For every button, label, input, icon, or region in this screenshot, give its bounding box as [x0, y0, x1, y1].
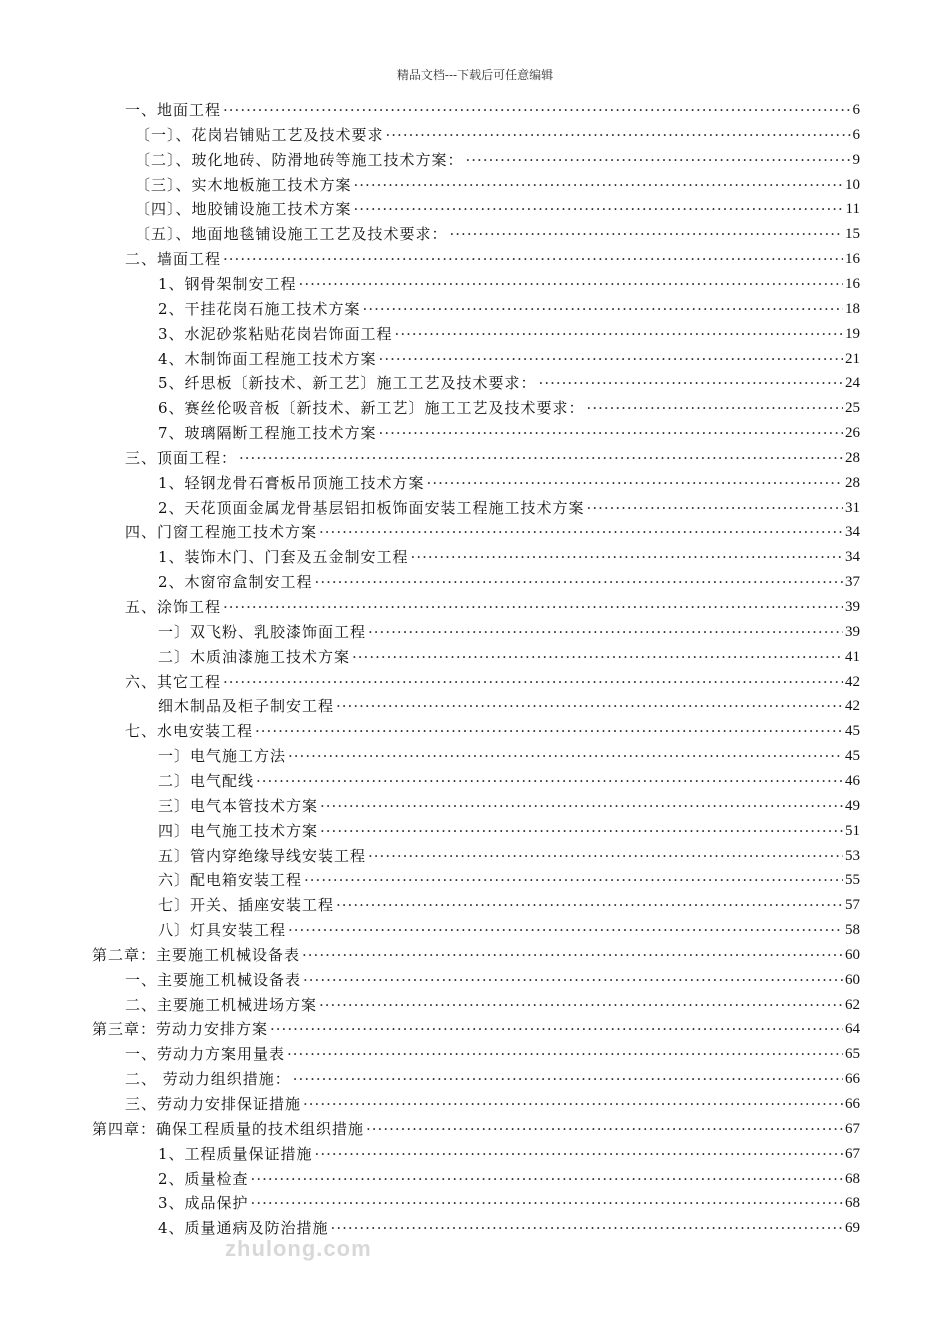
toc-entry-title: 二、墙面工程 — [125, 250, 222, 269]
toc-leader-dots — [368, 844, 843, 868]
toc-entry[interactable] — [158, 769, 860, 793]
toc-entry-page: 67 — [845, 1120, 860, 1137]
toc-entry-title: 三、顶面工程： — [125, 448, 238, 467]
toc-entry-title: 二〕木质油漆施工技术方案 — [158, 647, 351, 666]
toc-leader-dots — [223, 247, 843, 271]
toc-entry-page: 16 — [845, 275, 860, 292]
toc-leader-dots — [587, 396, 843, 420]
toc-entry-title: 第三章：劳动力安排方案 — [92, 1020, 269, 1039]
toc-leader-dots — [363, 297, 843, 321]
toc-entry-title: 1、轻钢龙骨石膏板吊顶施工技术方案 — [158, 473, 425, 492]
toc-entry-title: 三、劳动力安排保证措施 — [125, 1095, 302, 1113]
toc-entry[interactable] — [125, 247, 860, 271]
toc-leader-dots — [251, 1167, 843, 1191]
toc-entry[interactable] — [158, 570, 860, 594]
toc-entry-page: 42 — [845, 698, 860, 715]
toc-entry-page: 62 — [845, 996, 860, 1013]
toc-entry-page: 6 — [852, 102, 860, 118]
toc-entry-title: 六、其它工程 — [125, 672, 222, 691]
toc-entry-page: 57 — [845, 897, 860, 914]
toc-entry-page: 49 — [845, 797, 860, 814]
toc-entry-title: 一〕电气施工方法 — [158, 747, 287, 766]
toc-leader-dots — [288, 918, 843, 942]
toc-leader-dots — [299, 272, 843, 296]
toc-entry[interactable] — [158, 297, 860, 321]
toc-entry-title: 6、赛丝伦吸音板〔新技术、新工艺〕施工工艺及技术要求： — [158, 399, 585, 418]
toc-entry[interactable] — [92, 1017, 860, 1041]
toc-entry-title: 二〕电气配线 — [158, 771, 255, 790]
toc-entry-page: 26 — [845, 425, 860, 442]
toc-entry[interactable] — [158, 496, 860, 520]
toc-entry-title: 第四章：确保工程质量的技术组织措施 — [92, 1119, 365, 1138]
toc-entry[interactable] — [125, 595, 860, 619]
toc-entry-page: 45 — [845, 748, 860, 765]
toc-entry-page: 39 — [845, 623, 860, 640]
toc-leader-dots — [223, 670, 843, 694]
toc-entry-title: 2、干挂花岗石施工技术方案 — [158, 299, 361, 318]
toc-entry[interactable] — [135, 173, 860, 197]
toc-entry-title: 〔三〕、实木地板施工技术方案 — [135, 175, 352, 194]
toc-leader-dots — [354, 197, 844, 221]
toc-leader-dots — [256, 769, 843, 793]
toc-entry[interactable] — [158, 645, 860, 669]
toc-entry-title: 七〕开关、插座安装工程 — [158, 896, 335, 915]
toc-entry-title: 四〕电气施工技术方案 — [158, 821, 319, 840]
toc-entry-title: 一、主要施工机械设备表 — [125, 970, 302, 989]
toc-leader-dots — [319, 520, 843, 544]
toc-entry[interactable] — [158, 371, 860, 395]
toc-entry-page: 6 — [852, 126, 860, 143]
toc-entry-title: 一、劳动力方案用量表 — [125, 1045, 286, 1064]
toc-entry[interactable] — [158, 1142, 860, 1166]
toc-entry[interactable] — [125, 1067, 860, 1091]
toc-entry-title: 第二章：主要施工机械设备表 — [92, 945, 301, 964]
toc-entry-page: 16 — [845, 251, 860, 268]
toc-entry[interactable] — [158, 322, 860, 346]
toc-entry-title: 2、天花顶面金属龙骨基层铝扣板饰面安装工程施工技术方案 — [158, 498, 585, 517]
toc-entry-title: 二、主要施工机械进场方案 — [125, 995, 318, 1014]
toc-leader-dots — [303, 1092, 843, 1116]
toc-entry-title: 4、木制饰面工程施工技术方案 — [158, 349, 377, 368]
toc-leader-dots — [587, 496, 843, 520]
toc-entry-page: 25 — [845, 400, 860, 417]
toc-leader-dots — [320, 819, 843, 843]
toc-entry-page: 69 — [845, 1220, 860, 1237]
toc-leader-dots — [255, 719, 843, 743]
toc-entry[interactable] — [125, 670, 860, 694]
toc-leader-dots — [411, 545, 843, 569]
toc-entry-page: 39 — [845, 599, 860, 615]
toc-entry[interactable] — [158, 1191, 860, 1215]
toc-entry-title: 3、成品保护 — [158, 1194, 249, 1213]
toc-leader-dots — [223, 595, 843, 619]
toc-entry-page: 19 — [845, 325, 860, 342]
toc-entry[interactable] — [125, 520, 860, 544]
toc-entry-title: 1、装饰木门、门套及五金制安工程 — [158, 548, 409, 567]
toc-entry-title: 一、地面工程 — [125, 101, 222, 119]
toc-entry[interactable] — [158, 694, 860, 718]
toc-entry-page: 15 — [845, 226, 860, 243]
toc-entry[interactable] — [125, 968, 860, 992]
toc-leader-dots — [366, 1117, 843, 1141]
toc-leader-dots — [352, 645, 843, 669]
toc-entry-title: 六〕配电箱安装工程 — [158, 871, 303, 890]
toc-leader-dots — [354, 173, 843, 197]
toc-entry-title: 八〕灯具安装工程 — [158, 921, 287, 940]
toc-entry-title: 5、纤思板〔新技术、新工艺〕施工工艺及技术要求： — [158, 374, 537, 393]
toc-entry-page: 58 — [845, 922, 860, 939]
toc-leader-dots — [293, 1067, 843, 1091]
toc-leader-dots — [315, 1142, 843, 1166]
toc-leader-dots — [427, 471, 843, 495]
toc-entry-title: 五、涂饰工程 — [125, 598, 222, 616]
toc-leader-dots — [315, 570, 843, 594]
toc-entry-page: 10 — [845, 176, 860, 193]
toc-entry[interactable] — [158, 819, 860, 843]
toc-entry[interactable] — [158, 794, 860, 818]
toc-leader-dots — [304, 868, 843, 892]
toc-entry-page: 64 — [845, 1021, 860, 1038]
toc-entry[interactable] — [158, 421, 860, 445]
toc-entry-page: 53 — [845, 847, 860, 864]
toc-entry-page: 67 — [845, 1145, 860, 1162]
toc-entry-page: 24 — [845, 375, 860, 392]
toc-entry[interactable] — [92, 1117, 860, 1141]
toc-entry-title: 四、门窗工程施工技术方案 — [125, 523, 318, 542]
toc-leader-dots — [395, 322, 843, 346]
toc-entry-title: 1、工程质量保证措施 — [158, 1144, 313, 1163]
toc-leader-dots — [303, 968, 843, 992]
toc-entry[interactable] — [125, 98, 860, 122]
toc-leader-dots — [336, 694, 843, 718]
toc-entry-page: 18 — [845, 300, 860, 317]
toc-entry[interactable] — [158, 868, 860, 892]
toc-entry-page: 9 — [852, 151, 860, 168]
toc-leader-dots — [336, 893, 843, 917]
toc-entry[interactable] — [135, 197, 860, 221]
toc-entry-page: 60 — [845, 946, 860, 963]
toc-entry-page: 68 — [845, 1195, 860, 1212]
toc-leader-dots — [386, 123, 851, 147]
toc-entry[interactable] — [158, 1167, 860, 1191]
toc-leader-dots — [288, 744, 843, 768]
toc-leader-dots — [320, 794, 843, 818]
toc-entry-title: 五〕管内穿绝缘导线安装工程 — [158, 846, 367, 865]
page-header: 精品文档---下载后可任意编辑 — [396, 68, 554, 82]
toc-entry[interactable] — [158, 918, 860, 942]
toc-entry-page: 28 — [845, 474, 860, 491]
toc-entry-title: 〔四〕、地胶铺设施工技术方案 — [135, 200, 352, 219]
toc-leader-dots — [319, 993, 843, 1017]
toc-entry[interactable] — [158, 396, 860, 420]
toc-entry[interactable] — [125, 993, 860, 1017]
toc-entry-page: 31 — [845, 499, 860, 516]
toc-entry-page: 65 — [845, 1046, 860, 1063]
toc-entry[interactable] — [125, 719, 860, 743]
toc-entry-page: 21 — [845, 350, 860, 367]
toc-entry-title: 细木制品及柜子制安工程 — [158, 697, 335, 716]
toc-entry[interactable] — [158, 545, 860, 569]
toc-entry-page: 11 — [845, 201, 860, 218]
toc-entry-page: 34 — [845, 549, 860, 566]
toc-entry-page: 68 — [845, 1170, 860, 1187]
toc-entry[interactable] — [92, 943, 860, 967]
toc-entry-title: 三〕电气本管技术方案 — [158, 796, 319, 815]
toc-entry[interactable] — [158, 744, 860, 768]
toc-leader-dots — [368, 620, 843, 644]
toc-leader-dots — [379, 347, 843, 371]
toc-entry[interactable] — [158, 844, 860, 868]
toc-entry[interactable] — [125, 1092, 860, 1116]
toc-entry[interactable] — [158, 471, 860, 495]
toc-leader-dots — [270, 1017, 843, 1041]
toc-entry-title: 2、木窗帘盒制安工程 — [158, 573, 313, 592]
toc-leader-dots — [302, 943, 843, 967]
toc-entry[interactable] — [158, 893, 860, 917]
toc-entry-page: 55 — [845, 872, 860, 889]
toc-entry-page: 66 — [845, 1096, 860, 1112]
toc-leader-dots — [450, 222, 843, 246]
toc-entry-page: 42 — [845, 673, 860, 690]
toc-entry-title: 〔五〕、地面地毯铺设施工工艺及技术要求： — [135, 225, 448, 244]
toc-entry-title: 3、水泥砂浆粘贴花岗岩饰面工程 — [158, 324, 393, 343]
toc-entry-page: 41 — [845, 648, 860, 665]
toc-entry-title: 一〕双飞粉、乳胶漆饰面工程 — [158, 622, 367, 641]
toc-leader-dots — [466, 148, 851, 172]
toc-leader-dots — [539, 371, 843, 395]
toc-entry[interactable] — [135, 148, 860, 172]
toc-leader-dots — [251, 1191, 843, 1215]
toc-leader-dots — [379, 421, 843, 445]
toc-entry-page: 28 — [845, 449, 860, 466]
toc-entry-page: 60 — [845, 971, 860, 988]
toc-entry[interactable] — [125, 1042, 860, 1066]
toc-leader-dots — [223, 98, 850, 122]
toc-leader-dots — [287, 1042, 843, 1066]
toc-entry[interactable] — [135, 123, 860, 147]
toc-leader-dots — [239, 446, 843, 470]
toc-entry-title: 2、质量检查 — [158, 1169, 249, 1188]
toc-entry-title: 1、钢骨架制安工程 — [158, 274, 297, 293]
toc-entry[interactable] — [158, 272, 860, 296]
toc-entry-page: 34 — [845, 524, 860, 541]
toc-entry-title: 4、质量通病及防治措施 — [158, 1219, 329, 1238]
watermark: zhulong.com — [225, 1236, 372, 1261]
toc-entry-title: 七、水电安装工程 — [125, 722, 254, 741]
toc-entry-title: 7、玻璃隔断工程施工技术方案 — [158, 424, 377, 443]
toc-entry-page: 46 — [845, 772, 860, 789]
toc-leader-dots — [331, 1216, 843, 1240]
toc-entry-title: 〔二〕、玻化地砖、防滑地砖等施工技术方案： — [135, 150, 464, 169]
toc-entry-page: 66 — [845, 1071, 860, 1088]
toc-entry-title: 二、 劳动力组织措施： — [125, 1070, 291, 1089]
toc-entry[interactable] — [158, 620, 860, 644]
toc-entry-page: 37 — [845, 574, 860, 591]
toc-entry-page: 45 — [845, 723, 860, 740]
toc-entry[interactable] — [158, 347, 860, 371]
toc-entry-title: 〔一〕、花岗岩铺贴工艺及技术要求 — [135, 125, 384, 144]
toc-entry[interactable] — [125, 446, 860, 470]
toc-entry[interactable] — [135, 222, 860, 246]
toc-entry-page: 51 — [845, 822, 860, 839]
